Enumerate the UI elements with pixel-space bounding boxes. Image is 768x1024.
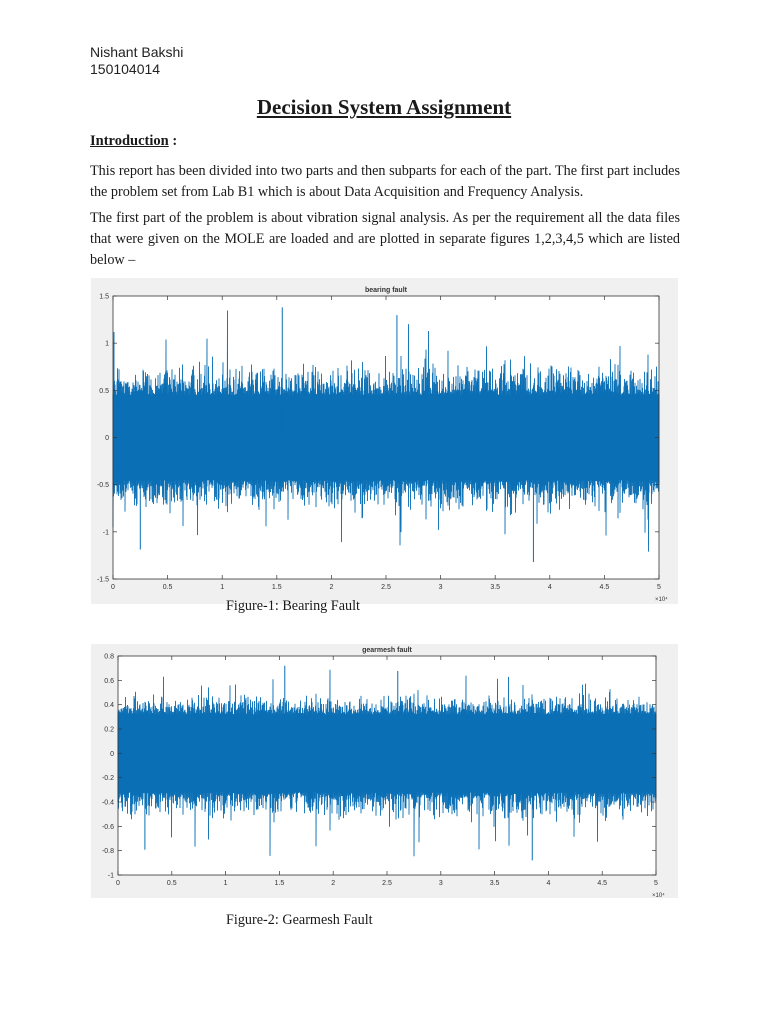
x-tick-label: 2.5	[381, 584, 391, 591]
y-tick-label: -0.8	[101, 848, 114, 856]
x-tick-label: 1.5	[271, 584, 282, 591]
x-tick-label: 1.5	[274, 880, 285, 887]
x-tick-label: 0	[116, 880, 120, 887]
x-tick-label: 1	[223, 880, 228, 887]
x-tick-label: 5	[654, 880, 658, 887]
x-tick-label: 4.5	[599, 584, 610, 591]
figure-gearmesh-fault	[91, 644, 678, 898]
author-block	[90, 44, 183, 78]
introduction-colon: :	[168, 133, 178, 149]
author-name: Nishant Bakshi	[90, 44, 184, 60]
x-tick-label: 4	[547, 584, 552, 591]
y-tick-label: -0.6	[101, 823, 114, 831]
y-tick-label: 0.2	[104, 726, 114, 734]
y-tick-label: 1	[105, 340, 109, 348]
bearing-fault-chart	[91, 278, 678, 604]
y-tick-label: 0.5	[99, 387, 109, 395]
gearmesh-fault-chart	[91, 644, 678, 898]
introduction-heading	[90, 133, 177, 150]
y-tick-label: -1.5	[96, 576, 109, 584]
chart-title: bearing fault	[364, 287, 408, 294]
x-tick-label: 0.5	[166, 880, 177, 887]
chart-title: gearmesh fault	[362, 647, 412, 654]
y-tick-label: -0.4	[101, 799, 114, 807]
x-tick-label: 5	[657, 584, 661, 591]
author-id: 150104014	[90, 61, 161, 77]
paragraph-2: The first part of the problem is about vibration signal analysis. As per the requirement all the data files that were given on the MOLE are loaded and are plotted in separate figures 1,2,3,4,5 which are listed below –	[90, 210, 680, 268]
x-exponent-label: ×10⁴	[655, 597, 668, 603]
document-title: Decision System Assignment	[256, 95, 512, 119]
x-tick-label: 4.5	[597, 880, 608, 887]
x-tick-label: 2	[329, 584, 334, 591]
introduction-label: Introduction	[90, 133, 169, 149]
x-tick-label: 3.5	[490, 584, 501, 591]
signal-core-band	[113, 407, 659, 468]
y-tick-label: 0	[105, 435, 109, 442]
y-tick-label: -0.2	[101, 775, 114, 783]
y-tick-label: -1	[102, 529, 109, 537]
y-tick-label: 0	[110, 750, 114, 758]
y-tick-label: 1.5	[99, 293, 109, 301]
x-tick-label: 2.5	[382, 880, 392, 887]
x-tick-label: 1	[220, 584, 225, 591]
signal-core-band	[118, 725, 656, 781]
x-tick-label: 3	[438, 584, 443, 591]
x-tick-label: 0	[111, 584, 115, 591]
y-tick-label: -1	[107, 872, 114, 880]
x-tick-label: 4	[546, 880, 551, 887]
x-tick-label: 3.5	[489, 880, 500, 887]
paragraph-1: This report has been divided into two parts and then subparts for each of the part. The first part includes the problem set from Lab B1 which is about Data Acquisition and Frequency Analysis.	[90, 163, 680, 200]
y-tick-label: 0.8	[104, 653, 114, 661]
y-tick-label: 0.4	[104, 702, 114, 710]
figure-bearing-fault	[91, 278, 678, 604]
x-tick-label: 2	[331, 880, 336, 887]
x-exponent-label: ×10⁴	[652, 893, 665, 898]
x-tick-label: 0.5	[162, 584, 173, 591]
figure-2-caption: Figure-2: Gearmesh Fault	[226, 912, 373, 928]
y-tick-label: 0.6	[104, 677, 114, 685]
y-tick-label: -0.5	[96, 482, 109, 490]
figure-1-caption: Figure-1: Bearing Fault	[226, 598, 360, 614]
x-tick-label: 3	[438, 880, 443, 887]
